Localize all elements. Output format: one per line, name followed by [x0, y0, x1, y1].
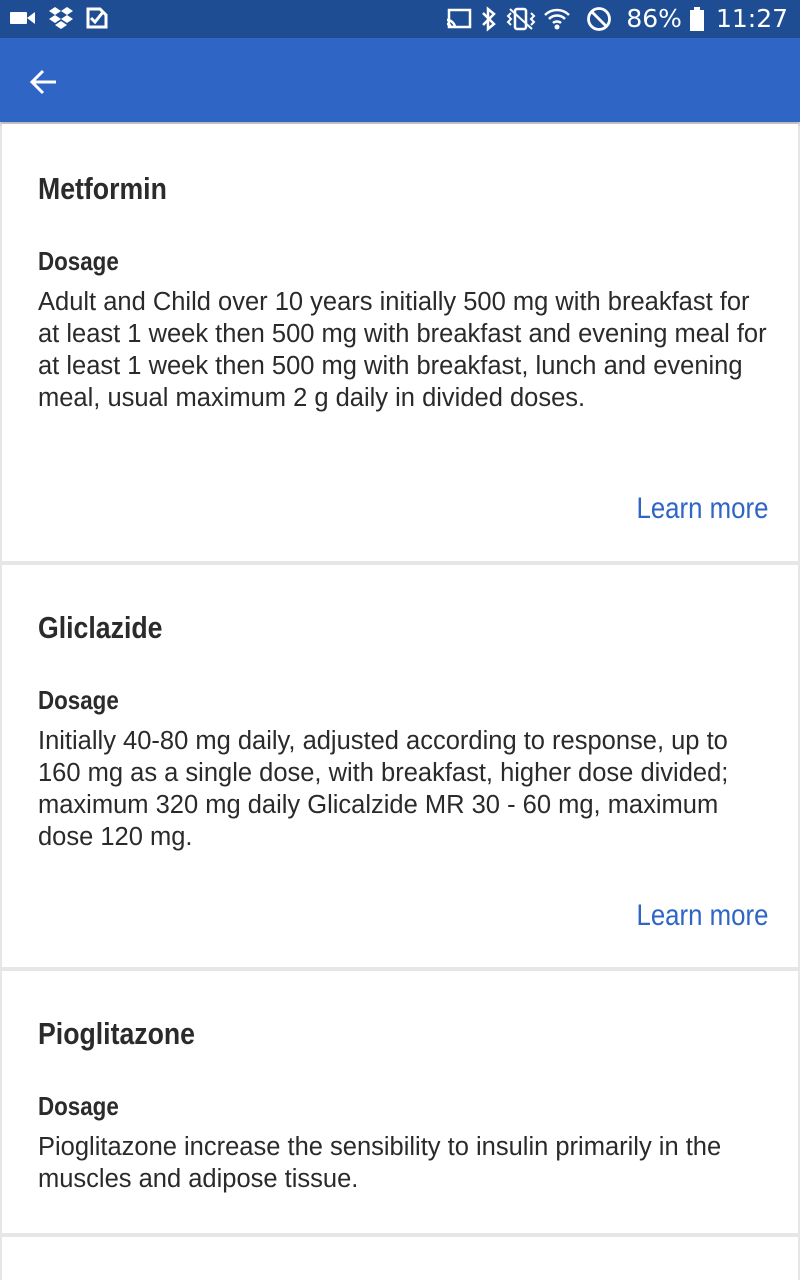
status-left-icons [10, 6, 108, 30]
medication-card [2, 971, 798, 1233]
vibrate-icon [506, 6, 536, 32]
dosage-text: Adult and Child over 10 years initially 500 mg with breakfast for at least 1 week then 500 mg with breakfast and evening meal for at least 1 week then 500 mg with breakfast, lunch and evening meal, usual maximum 2 g daily in divided doses. [38, 288, 767, 412]
medication-card [2, 1237, 798, 1280]
dosage-label: Dosage [38, 1091, 119, 1121]
battery-icon [690, 7, 704, 31]
medication-card [2, 565, 798, 967]
arrow-left-icon [24, 87, 64, 106]
medication-name: Pioglitazone [38, 1016, 196, 1051]
do-not-disturb-icon [586, 6, 612, 32]
dosage-text: Pioglitazone increase the sensibility to insulin primarily in the muscles and adipose tissue. [38, 1133, 722, 1193]
wifi-icon [544, 7, 570, 31]
back-button[interactable] [24, 62, 64, 102]
medication-name: Gliclazide [38, 610, 163, 645]
checkmark-app-icon [86, 7, 108, 29]
dosage-text: Initially 40-80 mg daily, adjusted according to response, up to 160 mg as a single dose, with breakfast, higher dose divided; maximum 320 mg daily Glicalzide MR 30 - 60 mg, maximum dose 120 mg. [38, 727, 729, 851]
medication-name: Metformin [38, 171, 167, 206]
clock: 11:27 [715, 4, 788, 33]
medication-card [2, 124, 798, 561]
dosage-label: Dosage [38, 246, 119, 276]
dropbox-icon [48, 6, 74, 30]
learn-more-link[interactable]: Learn more [636, 899, 768, 932]
status-bar [0, 0, 800, 38]
status-right-icons [446, 4, 788, 33]
video-camera-icon [10, 10, 36, 26]
cast-icon [446, 8, 472, 30]
learn-more-link[interactable]: Learn more [636, 492, 768, 525]
bluetooth-icon [480, 6, 498, 32]
app-bar [0, 38, 800, 122]
dosage-label: Dosage [38, 685, 119, 715]
battery-percent: 86% [626, 4, 682, 33]
